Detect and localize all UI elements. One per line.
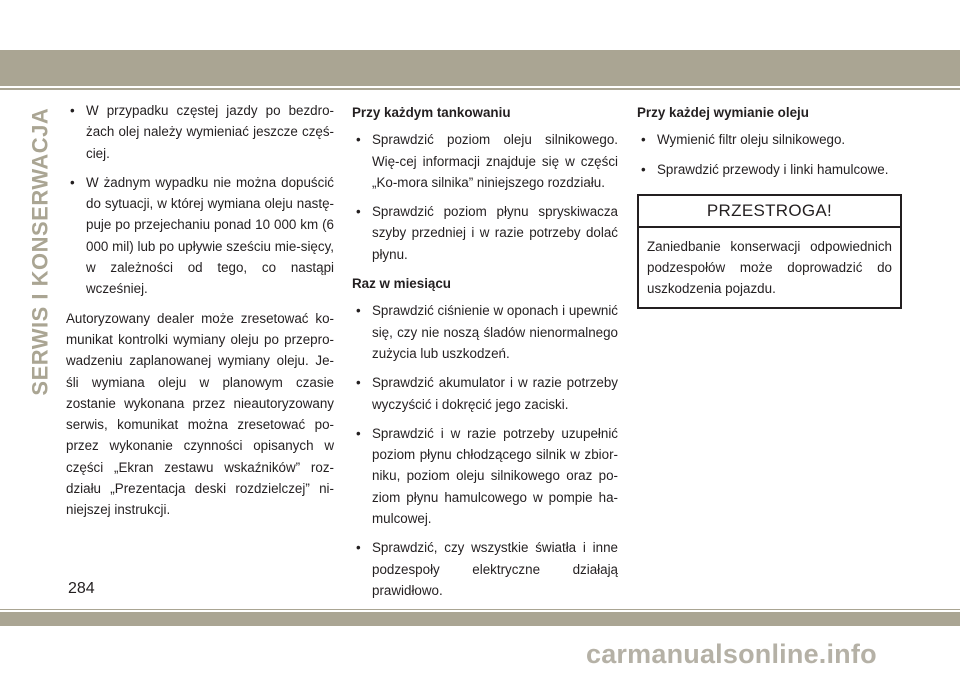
list-item-text: Sprawdzić poziom oleju silnikowego. Wię-cej informacji znajduje się w części „Ko-mora silnika” niniejszego rozdziału.: [372, 132, 618, 190]
bullet-marker: •: [356, 204, 361, 220]
section-side-title: [20, 92, 60, 412]
footer-band: [0, 612, 960, 626]
heading-each-refuel: Przy każdym tankowaniu: [352, 105, 511, 120]
list-item-text: Sprawdzić przewody i linki hamulcowe.: [657, 161, 889, 177]
column-2: [352, 100, 618, 609]
header-rule: [0, 88, 960, 90]
caution-text: Zaniedbanie konserwacji odpowiednich podzespołów może doprowadzić do uszkodzenia pojazdu.: [647, 238, 892, 296]
heading-monthly: Raz w miesiącu: [352, 276, 451, 292]
list-item: [352, 300, 618, 364]
footer-rule: [0, 609, 960, 610]
list-item: [637, 129, 902, 150]
column-1: [66, 100, 334, 521]
bullet-marker: •: [356, 425, 361, 441]
bullet-marker: •: [641, 132, 646, 148]
page-number: 284: [68, 580, 95, 597]
bullet-marker: •: [70, 174, 75, 190]
list-item-text: Sprawdzić i w razie potrzeby uzupełnić poziom płynu chłodzącego silnik w zbior-niku, poziom oleju silnikowego oraz po-ziom płynu hamulcowego w pompie ha-mulcowej.: [372, 425, 618, 527]
caution-title: PRZESTROGA!: [639, 196, 900, 228]
list-item: [66, 172, 334, 300]
list-item: [637, 159, 902, 180]
heading-oil-change: Przy każdej wymianie oleju: [637, 105, 809, 120]
list-item: [66, 100, 334, 164]
list-item-text: Sprawdzić akumulator i w razie potrzeby wyczyścić i dokręcić jego zaciski.: [372, 375, 618, 412]
list-item-text: Sprawdzić ciśnienie w oponach i upewnić się, czy nie noszą śladów nienormalnego zużycia lub uszkodzeń.: [372, 303, 618, 361]
reset-paragraph: Autoryzowany dealer może zresetować ko-munikat kontrolki wymiany oleju po przepro-wadzeniu zaplanowanej wymiany oleju. Je-śli wymiana oleju w planowym czasie zostanie wykonana przez nieautoryzowany serwis, komunikat można zresetować po-przez wykonanie czynności opisanych w części „Ekran zestawu wskaźników” roz-działu „Prezentacja deski rozdzielczej” ni-niejszej instrukcji.: [66, 310, 334, 518]
bullet-marker: •: [356, 303, 361, 319]
header-band: [0, 50, 960, 86]
list-item: [352, 372, 618, 415]
list-item-text: Wymienić filtr oleju silnikowego.: [657, 132, 846, 148]
list-item: [352, 201, 618, 265]
list-item: [352, 129, 618, 193]
watermark-text: carmanualsonline.info: [586, 639, 877, 669]
bullet-marker: •: [356, 540, 361, 556]
bullet-marker: •: [356, 132, 361, 148]
list-item-text: W przypadku częstej jazdy po bezdro-żach olej należy wymieniać jeszcze częś-ciej.: [86, 103, 334, 161]
list-item: [352, 537, 618, 601]
bullet-marker: •: [70, 103, 75, 118]
bullet-marker: •: [356, 375, 361, 391]
list-item-text: Sprawdzić poziom płynu spryskiwacza szyby przedniej i w razie potrzeby dolać płynu.: [372, 204, 618, 262]
caution-box: [637, 194, 902, 309]
column-3: [637, 100, 902, 309]
list-item-text: Sprawdzić, czy wszystkie światła i inne podzespoły elektryczne działają prawidłowo.: [372, 540, 618, 598]
section-title-text: SERWIS I KONSERWACJA: [27, 108, 53, 396]
bullet-marker: •: [641, 161, 646, 177]
list-item: [352, 423, 618, 529]
list-item-text: W żadnym wypadku nie można dopuścić do sytuacji, w której wymiana oleju nastę-puje po przejechaniu ponad 10 000 km (6 000 mil) lub po upływie sześciu mie-sięcy, w zależności od tego, co nastąpi wcześniej.: [86, 174, 334, 297]
